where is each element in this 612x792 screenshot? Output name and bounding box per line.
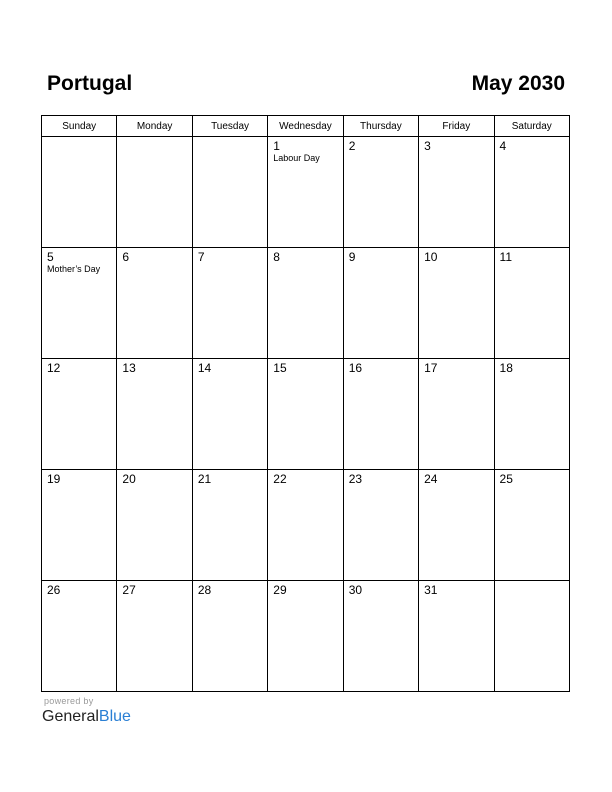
day-number: 22 bbox=[273, 472, 287, 486]
day-number: 25 bbox=[499, 472, 513, 486]
weekday-header-friday: Friday bbox=[419, 116, 494, 137]
day-number: 6 bbox=[122, 250, 130, 264]
day-number: 21 bbox=[197, 472, 212, 486]
day-number: 7 bbox=[197, 250, 205, 264]
week-row bbox=[42, 137, 570, 248]
day-cell bbox=[117, 470, 192, 581]
day-cell bbox=[268, 137, 343, 248]
day-cell bbox=[117, 248, 192, 359]
week-row bbox=[42, 359, 570, 470]
footer-branding bbox=[42, 696, 131, 727]
day-cell bbox=[419, 359, 494, 470]
day-number: 20 bbox=[122, 472, 136, 486]
month-year-title: May 2030 bbox=[471, 72, 565, 95]
holiday-label: Labour Day bbox=[273, 153, 320, 163]
day-number: 26 bbox=[47, 583, 61, 597]
day-cell bbox=[419, 581, 494, 692]
day-cell bbox=[192, 248, 267, 359]
day-cell bbox=[42, 359, 117, 470]
day-cell bbox=[343, 359, 418, 470]
weekday-header-monday: Monday bbox=[117, 116, 192, 137]
empty-day-cell bbox=[42, 137, 117, 248]
day-number: 2 bbox=[348, 139, 356, 153]
day-number: 31 bbox=[424, 583, 438, 597]
day-number: 4 bbox=[499, 139, 507, 153]
day-cell bbox=[192, 359, 267, 470]
weekday-header-tuesday: Tuesday bbox=[192, 116, 267, 137]
day-cell bbox=[117, 359, 192, 470]
weekday-header-thursday: Thursday bbox=[343, 116, 418, 137]
day-cell bbox=[494, 248, 569, 359]
day-cell bbox=[419, 248, 494, 359]
day-cell bbox=[419, 470, 494, 581]
brand-name-general: General bbox=[42, 708, 99, 725]
weekday-header-row bbox=[42, 116, 570, 137]
day-cell bbox=[192, 581, 267, 692]
day-cell bbox=[419, 137, 494, 248]
day-cell bbox=[192, 470, 267, 581]
day-cell bbox=[494, 359, 569, 470]
day-cell bbox=[494, 137, 569, 248]
day-cell bbox=[268, 581, 343, 692]
powered-by-label: powered by bbox=[44, 696, 94, 706]
day-cell bbox=[268, 470, 343, 581]
day-cell bbox=[42, 248, 117, 359]
weekday-header-saturday: Saturday bbox=[494, 116, 569, 137]
day-number bbox=[117, 137, 191, 139]
day-number: 3 bbox=[424, 139, 431, 153]
empty-day-cell bbox=[192, 137, 267, 248]
day-cell bbox=[343, 248, 418, 359]
day-number: 29 bbox=[273, 583, 287, 597]
day-cell bbox=[343, 581, 418, 692]
day-number: 30 bbox=[348, 583, 363, 597]
day-number bbox=[495, 581, 569, 583]
country-title: Portugal bbox=[47, 72, 133, 95]
day-number: 5 bbox=[47, 250, 54, 264]
day-cell bbox=[268, 248, 343, 359]
day-number: 27 bbox=[122, 583, 136, 597]
day-number: 9 bbox=[348, 250, 356, 264]
week-row bbox=[42, 248, 570, 359]
generalblue-logo bbox=[42, 707, 131, 727]
day-number: 8 bbox=[273, 250, 280, 264]
day-cell bbox=[494, 470, 569, 581]
day-cell bbox=[343, 470, 418, 581]
day-number: 19 bbox=[47, 472, 61, 486]
day-number: 24 bbox=[424, 472, 438, 486]
weekday-header-sunday: Sunday bbox=[42, 116, 117, 137]
day-number: 13 bbox=[122, 361, 136, 375]
day-number: 10 bbox=[424, 250, 438, 264]
week-row bbox=[42, 581, 570, 692]
day-cell bbox=[343, 137, 418, 248]
day-number: 23 bbox=[348, 472, 363, 486]
day-cell bbox=[117, 581, 192, 692]
weekday-header-wednesday: Wednesday bbox=[268, 116, 343, 137]
day-number: 15 bbox=[273, 361, 287, 375]
day-number: 28 bbox=[197, 583, 212, 597]
day-number: 18 bbox=[499, 361, 513, 375]
day-number: 16 bbox=[348, 361, 363, 375]
day-number: 17 bbox=[424, 361, 438, 375]
day-number: 14 bbox=[197, 361, 212, 375]
day-number bbox=[42, 137, 116, 139]
day-cell bbox=[268, 359, 343, 470]
week-row bbox=[42, 470, 570, 581]
day-number: 11 bbox=[499, 250, 512, 264]
day-cell bbox=[42, 581, 117, 692]
day-number: 1 bbox=[273, 139, 280, 153]
day-cell bbox=[42, 470, 117, 581]
holiday-label: Mother’s Day bbox=[47, 264, 101, 274]
empty-day-cell bbox=[494, 581, 569, 692]
day-number bbox=[193, 137, 267, 139]
day-number: 12 bbox=[47, 361, 61, 375]
calendar-grid bbox=[41, 115, 570, 692]
brand-name-blue: Blue bbox=[98, 708, 131, 725]
empty-day-cell bbox=[117, 137, 192, 248]
